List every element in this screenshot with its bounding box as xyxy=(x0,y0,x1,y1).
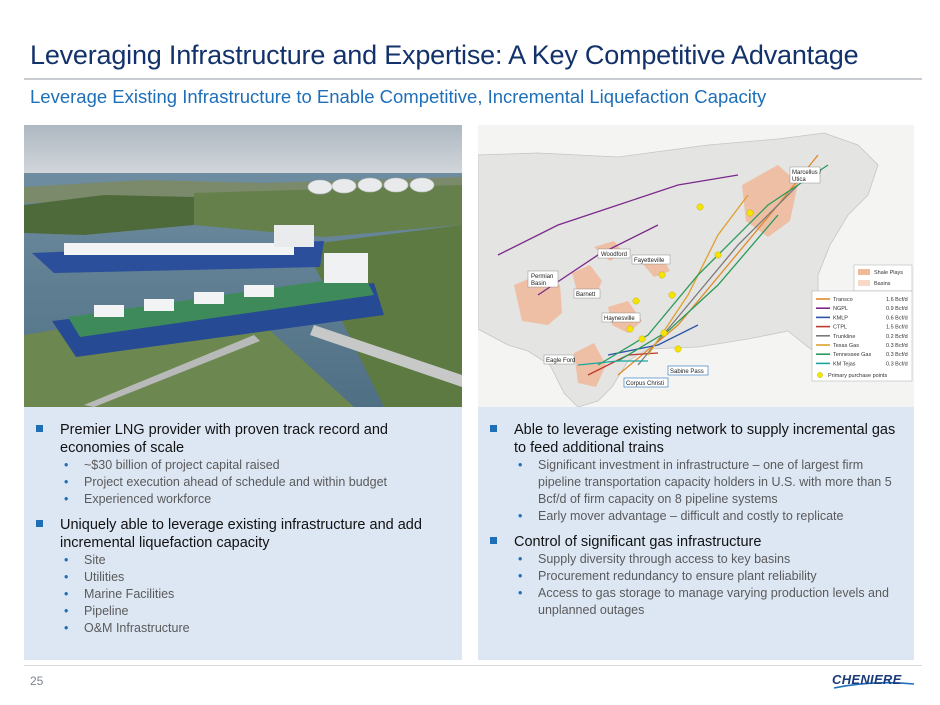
sabine-pass-label: Sabine Pass xyxy=(670,369,704,375)
legend-purchase-points: Primary purchase points xyxy=(828,373,888,379)
legend-pipeline-name: NGPL xyxy=(833,306,848,313)
pipeline-map xyxy=(478,125,914,407)
page-subtitle: Leverage Existing Infrastructure to Enable Competitive, Incremental Liquefaction Capacity xyxy=(30,86,767,107)
marcellus-label: Marcellus / xyxy=(792,170,822,176)
dot-bullet-icon: • xyxy=(64,492,69,506)
barnett-label: Barnett xyxy=(576,292,596,298)
dot-bullet-icon: • xyxy=(518,552,523,566)
footer-divider xyxy=(24,665,922,666)
legend-pipeline-name: Texas Gas xyxy=(833,343,859,349)
bullet-gas-infrastructure: Control of significant gas infrastructure xyxy=(490,533,900,551)
legend-basins: Basins xyxy=(874,281,891,287)
corpus-christi-label: Corpus Christi xyxy=(626,381,665,387)
utica-label: Utica xyxy=(792,177,806,183)
lng-terminal-photo xyxy=(24,125,462,407)
legend-pipeline-capacity: 0.3 Bcf/d xyxy=(886,343,908,349)
title-divider xyxy=(24,78,922,80)
legend-pipeline-name: Tennessee Gas xyxy=(833,352,872,359)
sub-bullet: • Pipeline xyxy=(64,604,129,618)
sub-bullet: • Early mover advantage – difficult and costly to replicate xyxy=(518,509,844,523)
left-text-panel xyxy=(24,407,462,660)
dot-bullet-icon: • xyxy=(64,604,69,618)
legend-pipeline-capacity: 0.9 Bcf/d xyxy=(886,306,908,313)
legend-pipeline-capacity: 0.3 Bcf/d xyxy=(886,352,908,359)
basin-label: Basin xyxy=(531,281,547,287)
page-number: 25 xyxy=(30,674,44,688)
legend-pipeline-capacity: 0.3 Bcf/d xyxy=(886,361,908,368)
page-title: Leveraging Infrastructure and Expertise: A Key Competitive Advantage xyxy=(30,40,859,70)
sub-bullet: • Procurement redundancy to ensure plant reliability xyxy=(518,569,817,583)
dot-bullet-icon: • xyxy=(518,586,523,600)
woodford-label: Woodford xyxy=(601,252,627,258)
dot-bullet-icon: • xyxy=(64,458,69,472)
haynesville-label: Haynesville xyxy=(604,316,635,322)
sub-bullet: • Access to gas storage to manage varying production levels and unplanned outages xyxy=(518,586,889,617)
dot-bullet-icon: • xyxy=(64,475,69,489)
legend-pipeline-capacity: 0.2 Bcf/d xyxy=(886,333,908,340)
sub-bullet: • Site xyxy=(64,553,106,567)
lng-terminal-illustration xyxy=(24,125,462,407)
legend-pipeline-name: Transco xyxy=(833,297,853,303)
sub-bullet: • ~$30 billion of project capital raised xyxy=(64,458,280,472)
bullet-existing-network: Able to leverage existing network to supply incremental gas to feed additional trains xyxy=(490,421,900,457)
sub-bullet: • Project execution ahead of schedule and within budget xyxy=(64,475,387,489)
sub-bullet: • Utilities xyxy=(64,570,125,584)
legend-pipeline-capacity: 1.5 Bcf/d xyxy=(886,324,908,331)
square-bullet-icon xyxy=(36,520,43,527)
dot-bullet-icon: • xyxy=(64,621,69,635)
legend-pipeline-name: CTPL xyxy=(833,324,848,331)
dot-bullet-icon: • xyxy=(518,509,523,523)
dot-bullet-icon: • xyxy=(64,570,69,584)
square-bullet-icon xyxy=(36,425,43,432)
legend-pipeline-name: KM Tejas xyxy=(833,361,856,368)
sub-bullet: • Marine Facilities xyxy=(64,587,175,601)
square-bullet-icon xyxy=(490,537,497,544)
dot-bullet-icon: • xyxy=(518,569,523,583)
logo-text: CHENIERE xyxy=(832,672,902,687)
right-text-panel xyxy=(478,407,914,660)
square-bullet-icon xyxy=(490,425,497,432)
dot-bullet-icon: • xyxy=(64,587,69,601)
permian-label: Permian xyxy=(531,274,554,280)
bullet-leverage-infrastructure: Uniquely able to leverage existing infrastructure and add incremental liquefaction capacity xyxy=(36,516,448,552)
sub-bullet: • O&M Infrastructure xyxy=(64,621,190,635)
sub-bullet: • Supply diversity through access to key basins xyxy=(518,552,791,566)
legend-pipeline-name: Trunkline xyxy=(833,333,856,340)
us-pipeline-map-graphic xyxy=(478,125,914,407)
eagle-ford-label: Eagle Ford xyxy=(546,358,576,364)
legend-pipeline-name: KMLP xyxy=(833,315,848,322)
sub-bullet: • Experienced workforce xyxy=(64,492,212,506)
fayetteville-label: Fayetteville xyxy=(634,258,665,264)
cheniere-logo xyxy=(832,670,916,692)
bullet-lng-provider: Premier LNG provider with proven track record and economies of scale xyxy=(36,421,448,457)
legend-shale-plays: Shale Plays xyxy=(874,270,904,276)
sub-bullet: • Significant investment in infrastructure – one of largest firm pipeline transportation capacity holders in U.S. with more than 5 Bcf/d of firm capacity on 8 pipeline systems xyxy=(518,458,892,506)
dot-bullet-icon: • xyxy=(518,458,523,472)
legend-pipeline-capacity: 1.6 Bcf/d xyxy=(886,297,908,303)
legend-pipeline-capacity: 0.6 Bcf/d xyxy=(886,315,908,322)
dot-bullet-icon: • xyxy=(64,553,69,567)
